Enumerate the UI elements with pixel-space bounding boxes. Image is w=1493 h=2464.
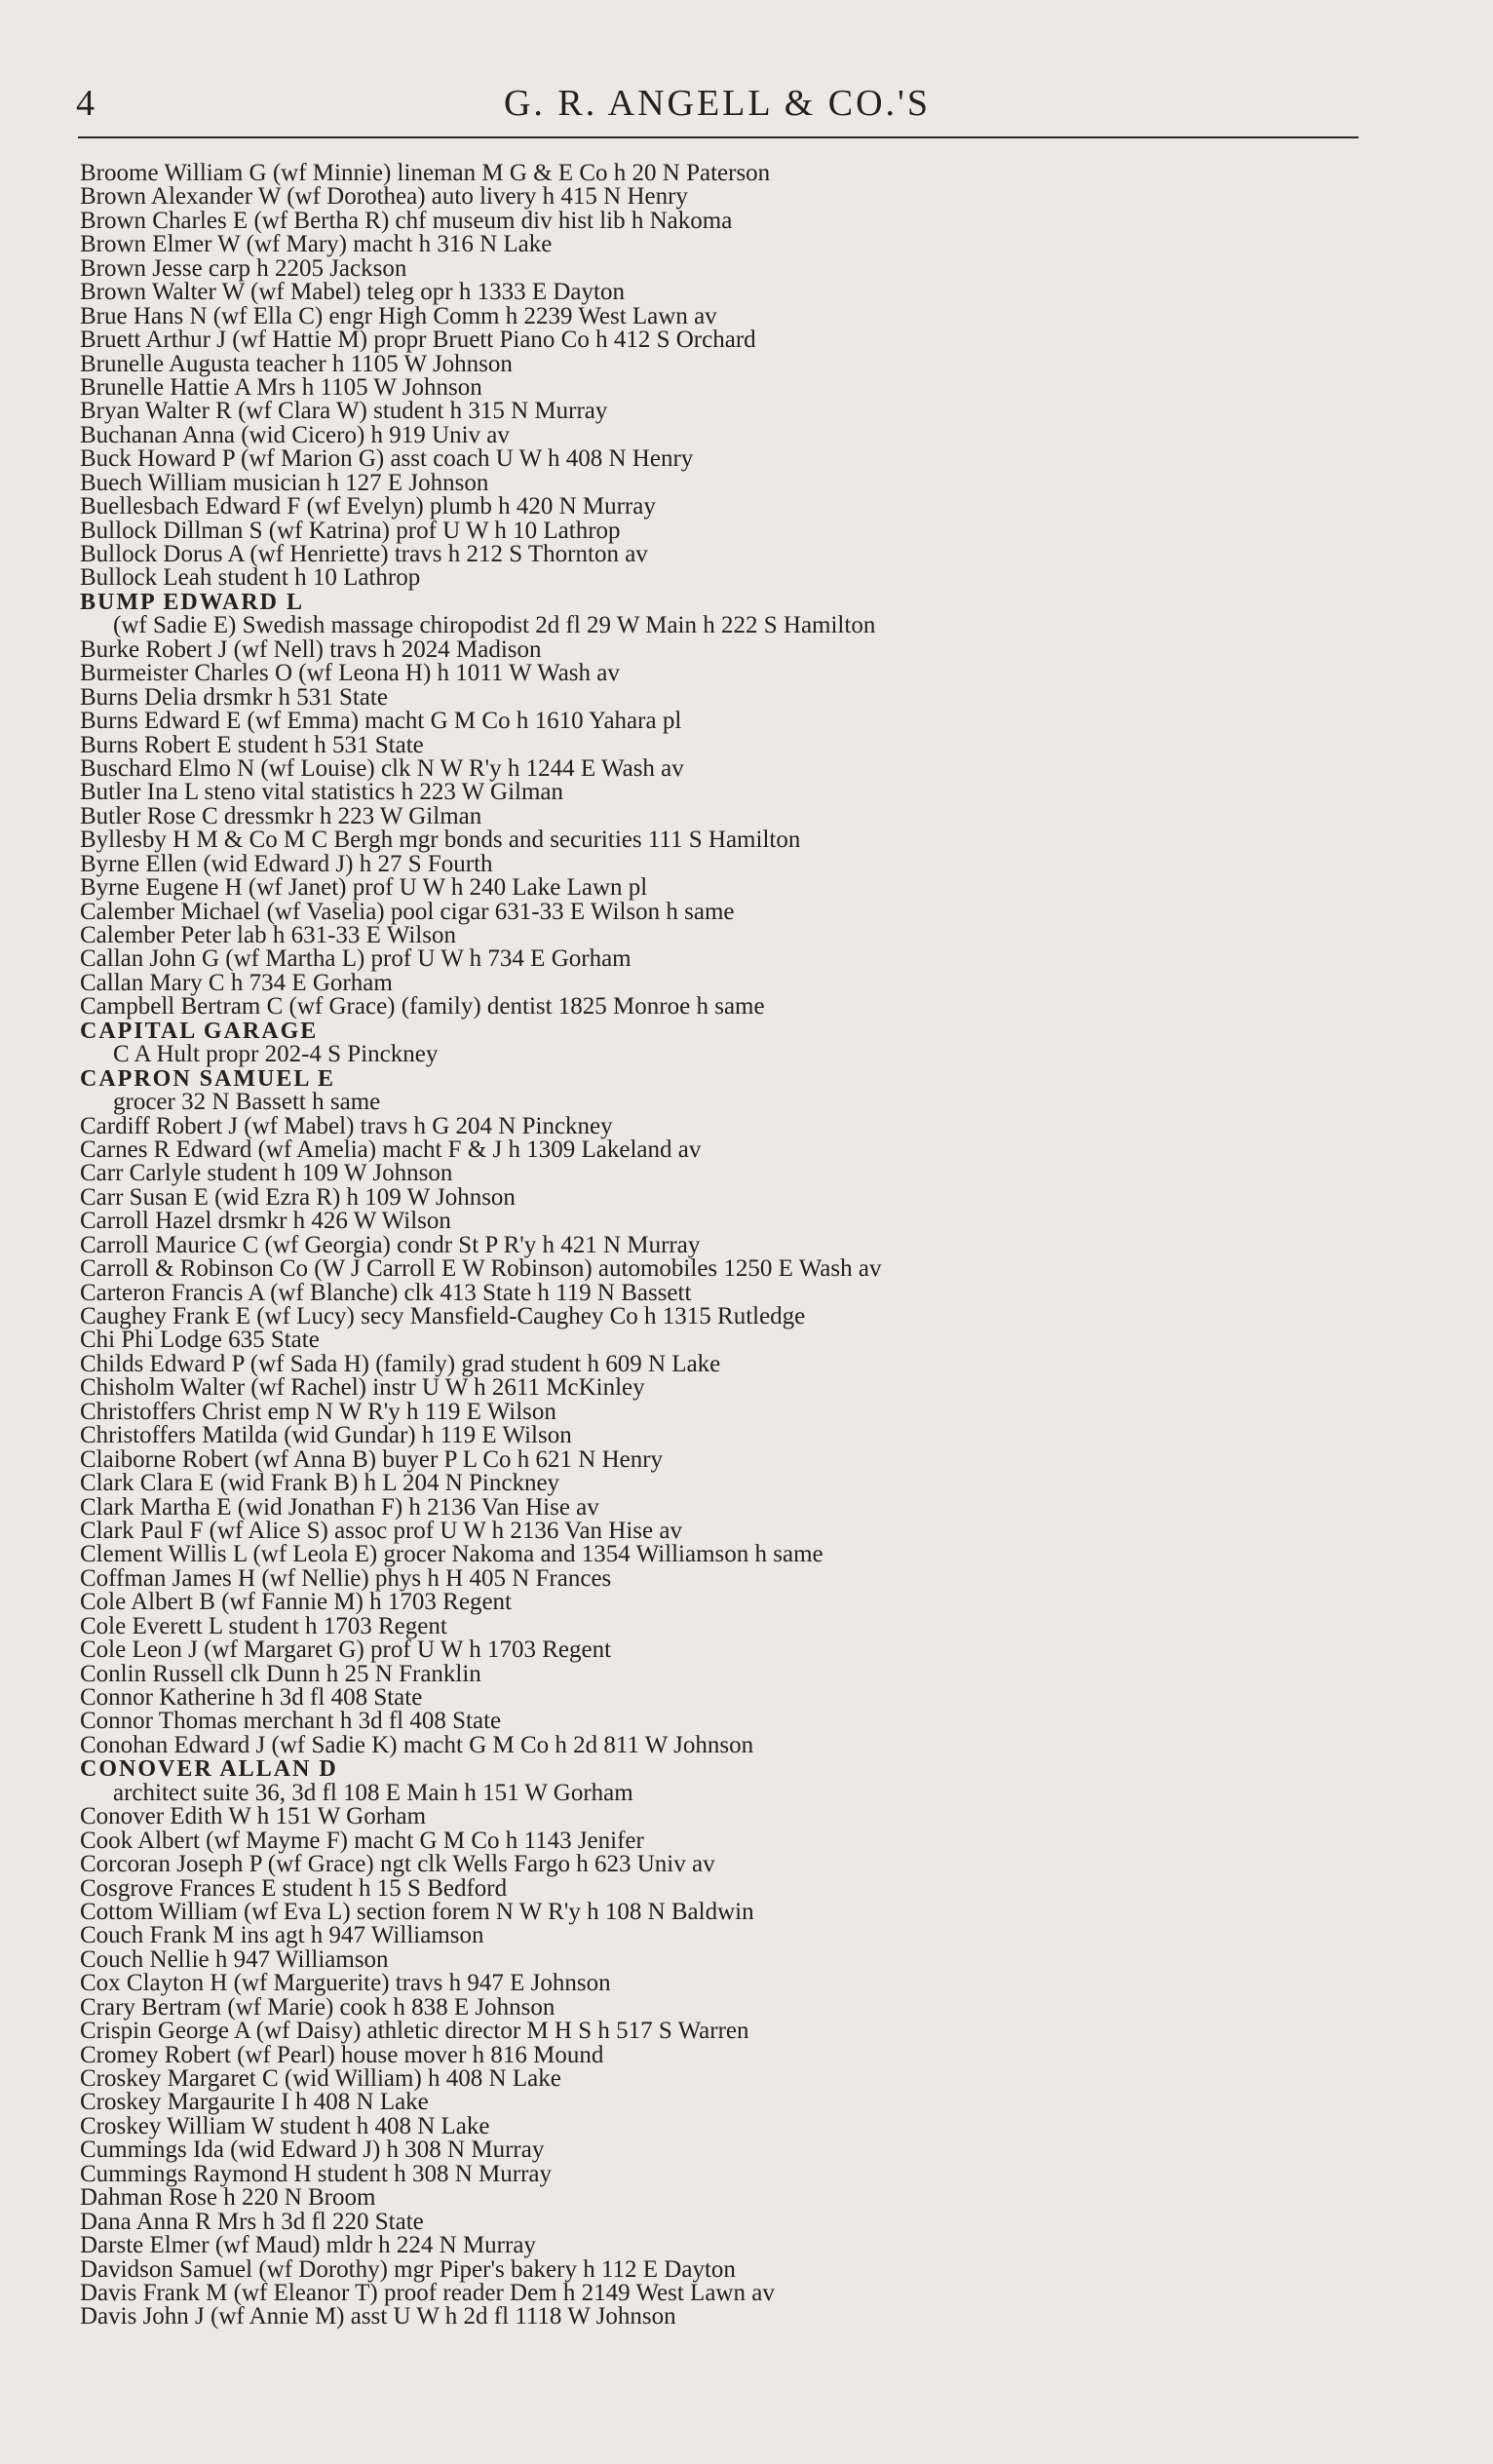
directory-entry: Cummings Raymond H student h 308 N Murray [80, 2160, 553, 2187]
directory-entry: Buech William musician h 127 E Johnson [80, 469, 489, 496]
directory-entry: Burmeister Charles O (wf Leona H) h 1011 W Wash av [80, 660, 620, 687]
directory-entry: Chisholm Walter (wf Rachel) instr U W h 2611 McKinley [80, 1374, 645, 1402]
directory-entry: Byllesby H M & Co M C Bergh mgr bonds and securities 111 S Hamilton [80, 827, 801, 854]
directory-entry: Buck Howard P (wf Marion G) asst coach U W h 408 N Henry [80, 445, 694, 473]
directory-entry: Christoffers Matilda (wid Gundar) h 119 E Wilson [80, 1422, 572, 1449]
firm-heading: CAPRON SAMUEL E [80, 1065, 336, 1092]
entry-continuation: C A Hult propr 202-4 S Pinckney [113, 1041, 439, 1068]
directory-entry: Cole Leon J (wf Margaret G) prof U W h 1703 Regent [80, 1636, 612, 1664]
directory-entry: Burns Delia drsmkr h 531 State [80, 683, 388, 711]
directory-entry: Cole Albert B (wf Fannie M) h 1703 Regent [80, 1589, 512, 1616]
directory-entry: Byrne Ellen (wid Edward J) h 27 S Fourth [80, 850, 493, 877]
directory-entry: Bryan Walter R (wf Clara W) student h 315 N Murray [80, 398, 608, 425]
directory-entry: Clement Willis L (wf Leola E) grocer Nakoma and 1354 Williamson h same [80, 1541, 823, 1568]
directory-entry: Croskey Margaurite I h 408 N Lake [80, 2089, 429, 2116]
directory-entry: Brown Alexander W (wf Dorothea) auto livery h 415 N Henry [80, 183, 688, 211]
firm-heading: CONOVER ALLAN D [80, 1756, 338, 1783]
directory-entry: Butler Rose C dressmkr h 223 W Gilman [80, 802, 482, 829]
directory-entry: Burke Robert J (wf Nell) travs h 2024 Madison [80, 635, 542, 663]
directory-entry: Conohan Edward J (wf Sadie K) macht G M Co h 2d 811 W Johnson [80, 1731, 754, 1758]
directory-entry: Brunelle Hattie A Mrs h 1105 W Johnson [80, 373, 482, 401]
directory-entry: Caughey Frank E (wf Lucy) secy Mansfield-Caughey Co h 1315 Rutledge [80, 1303, 806, 1329]
directory-entry: Clark Clara E (wid Frank B) h L 204 N Pinckney [80, 1470, 560, 1497]
directory-entry: Conlin Russell clk Dunn h 25 N Franklin [80, 1660, 481, 1687]
directory-entry: Darste Elmer (wf Maud) mldr h 224 N Murray [80, 2232, 536, 2259]
directory-entry: Cummings Ida (wid Edward J) h 308 N Murray [80, 2137, 545, 2164]
entry-continuation: (wf Sadie E) Swedish massage chiropodist 2d fl 29 W Main h 222 S Hamilton [113, 612, 876, 639]
directory-entry: Brown Charles E (wf Bertha R) chf museum div hist lib h Nakoma [80, 207, 733, 234]
directory-entry: Crispin George A (wf Daisy) athletic director M H S h 517 S Warren [80, 2018, 749, 2045]
directory-entry: Bullock Leah student h 10 Lathrop [80, 564, 421, 592]
directory-entry: Callan Mary C h 734 E Gorham [80, 969, 393, 996]
directory-entry: Calember Peter lab h 631-33 E Wilson [80, 922, 456, 948]
page-number: 4 [76, 83, 96, 124]
directory-entry: Brown Jesse carp h 2205 Jackson [80, 254, 407, 282]
directory-entry: Cook Albert (wf Mayme F) macht G M Co h 1143 Jenifer [80, 1827, 644, 1854]
entry-continuation: grocer 32 N Bassett h same [113, 1089, 381, 1116]
directory-entry: Buschard Elmo N (wf Louise) clk N W R'y h 1244 E Wash av [80, 754, 684, 782]
directory-entry: Burns Edward E (wf Emma) macht G M Co h 1610 Yahara pl [80, 708, 682, 735]
page-title: G. R. ANGELL & CO.'S [503, 83, 932, 124]
directory-entry: Corcoran Joseph P (wf Grace) ngt clk Wells Fargo h 623 Univ av [80, 1851, 715, 1878]
directory-entry: Connor Katherine h 3d fl 408 State [80, 1684, 423, 1711]
directory-entry: Carroll & Robinson Co (W J Carroll E W Robinson) automobiles 1250 E Wash av [80, 1255, 882, 1283]
directory-entry: Callan John G (wf Martha L) prof U W h 734 E Gorham [80, 945, 632, 973]
directory-entry: Carteron Francis A (wf Blanche) clk 413 State h 119 N Bassett [80, 1279, 692, 1306]
directory-entry: Croskey Margaret C (wid William) h 408 N Lake [80, 2065, 561, 2092]
directory-entry: Burns Robert E student h 531 State [80, 731, 424, 758]
header-rule [78, 136, 1359, 138]
directory-entry: Brue Hans N (wf Ella C) engr High Comm h 2239 West Lawn av [80, 302, 717, 329]
directory-entry: Couch Nellie h 947 Williamson [80, 1945, 389, 1973]
directory-entry: Dahman Rose h 220 N Broom [80, 2184, 376, 2212]
directory-entry: Coffman James H (wf Nellie) phys h H 405 N Frances [80, 1564, 612, 1592]
directory-entry: Brunelle Augusta teacher h 1105 W Johnson [80, 350, 513, 377]
directory-entry: Bruett Arthur J (wf Hattie M) propr Bruett Piano Co h 412 S Orchard [80, 327, 756, 354]
directory-entry: Croskey William W student h 408 N Lake [80, 2112, 490, 2139]
directory-entry: Brown Walter W (wf Mabel) teleg opr h 1333 E Dayton [80, 279, 625, 306]
directory-entry: Buellesbach Edward F (wf Evelyn) plumb h 420 N Murray [80, 493, 656, 520]
firm-heading: BUMP EDWARD L [80, 589, 305, 615]
directory-entry: Conover Edith W h 151 W Gorham [80, 1803, 427, 1830]
directory-entry: Byrne Eugene H (wf Janet) prof U W h 240 Lake Lawn pl [80, 874, 648, 902]
directory-entry: Davis John J (wf Annie M) asst U W h 2d fl 1118 W Johnson [80, 2303, 676, 2330]
directory-entry: Carr Susan E (wid Ezra R) h 109 W Johnson [80, 1183, 516, 1211]
directory-entry: Broome William G (wf Minnie) lineman M G & E Co h 20 N Paterson [80, 160, 771, 186]
directory-entry: Buchanan Anna (wid Cicero) h 919 Univ av [80, 421, 510, 448]
directory-entry: Carnes R Edward (wf Amelia) macht F & J h 1309 Lakeland av [80, 1136, 702, 1163]
directory-entry: Butler Ina L steno vital statistics h 223 W Gilman [80, 779, 563, 806]
directory-entry: Cox Clayton H (wf Marguerite) travs h 947 E Johnson [80, 1970, 611, 1997]
directory-entry: Bullock Dorus A (wf Henriette) travs h 212 S Thornton av [80, 541, 648, 567]
directory-entry: Christoffers Christ emp N W R'y h 119 E Wilson [80, 1398, 556, 1425]
directory-entry: Clark Martha E (wid Jonathan F) h 2136 Van Hise av [80, 1493, 599, 1521]
directory-entry: Calember Michael (wf Vaselia) pool cigar 631-33 E Wilson h same [80, 898, 735, 925]
directory-entry: Chi Phi Lodge 635 State [80, 1327, 320, 1354]
firm-heading: CAPITAL GARAGE [80, 1018, 319, 1044]
page-header [76, 76, 1359, 135]
directory-entry: Claiborne Robert (wf Anna B) buyer P L Co h 621 N Henry [80, 1445, 664, 1473]
directory-entry: Cottom William (wf Eva L) section forem N W R'y h 108 N Baldwin [80, 1898, 754, 1925]
directory-entry: Childs Edward P (wf Sada H) (family) grad student h 609 N Lake [80, 1350, 721, 1377]
directory-listing [80, 162, 1464, 2329]
directory-entry: Campbell Bertram C (wf Grace) (family) dentist 1825 Monroe h same [80, 993, 765, 1020]
directory-entry: Cole Everett L student h 1703 Regent [80, 1612, 447, 1639]
directory-entry: Cardiff Robert J (wf Mabel) travs h G 204 N Pinckney [80, 1112, 613, 1139]
directory-entry: Crary Bertram (wf Marie) cook h 838 E Johnson [80, 1993, 555, 2021]
directory-entry: Bullock Dillman S (wf Katrina) prof U W h 10 Lathrop [80, 517, 621, 544]
directory-entry: Clark Paul F (wf Alice S) assoc prof U W h 2136 Van Hise av [80, 1517, 682, 1544]
directory-entry: Davidson Samuel (wf Dorothy) mgr Piper's bakery h 112 E Dayton [80, 2255, 736, 2283]
entry-continuation: architect suite 36, 3d fl 108 E Main h 151 W Gorham [113, 1779, 633, 1806]
directory-entry: Brown Elmer W (wf Mary) macht h 316 N Lake [80, 231, 553, 258]
directory-entry: Connor Thomas merchant h 3d fl 408 State [80, 1708, 502, 1735]
directory-entry: Cosgrove Frances E student h 15 S Bedford [80, 1874, 508, 1902]
directory-entry: Carroll Maurice C (wf Georgia) condr St P R'y h 421 N Murray [80, 1231, 701, 1258]
directory-entry: Carroll Hazel drsmkr h 426 W Wilson [80, 1208, 451, 1235]
directory-entry: Davis Frank M (wf Eleanor T) proof reader Dem h 2149 West Lawn av [80, 2279, 775, 2306]
directory-entry: Dana Anna R Mrs h 3d fl 220 State [80, 2208, 424, 2235]
directory-entry: Couch Frank M ins agt h 947 Williamson [80, 1922, 484, 1949]
directory-entry: Carr Carlyle student h 109 W Johnson [80, 1160, 453, 1187]
directory-entry: Cromey Robert (wf Pearl) house mover h 816 Mound [80, 2041, 604, 2068]
